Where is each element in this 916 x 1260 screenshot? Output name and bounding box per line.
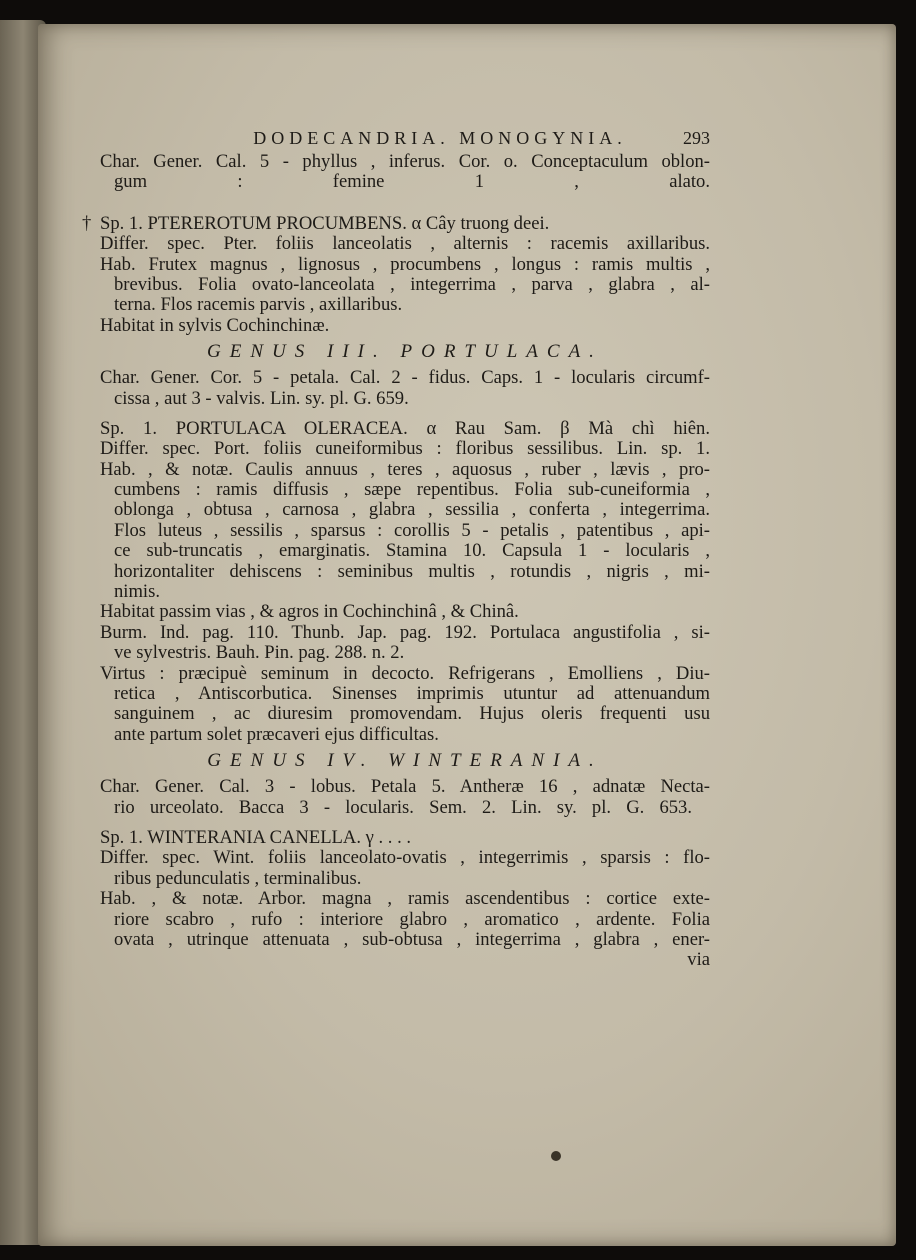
text-line [100,439,710,459]
line-text: cissa , aut 3 - valvis. Lin. sy. pl. G. 659. [114,387,409,409]
line-text: Flos luteus , sessilis , sparsus : corollis 5 - petalis , patentibus , api- [114,519,710,541]
text-line [100,869,710,889]
line-text: Char. Gener. Cor. 5 - petala. Cal. 2 - fidus. Caps. 1 - locularis circumf- [100,367,710,389]
running-header [100,128,710,152]
text-line [100,725,710,745]
line-text: Char. Gener. Cal. 3 - lobus. Petala 5. Antheræ 16 , adnatæ Necta- [100,776,710,798]
line-text: ante partum solet præcaveri ejus difficultas. [114,723,439,745]
ink-spot [551,1151,561,1161]
line-text: brevibus. Folia ovato-lanceolata , integerrima , parva , glabra , al- [114,273,710,295]
catchword [100,950,710,970]
text-line [100,541,710,561]
text-line [100,664,710,684]
text-line [100,930,710,950]
line-text: horizontaliter dehiscens : seminibus multis , rotundis , nigris , mi- [114,560,710,582]
line-text: Habitat passim vias , & agros in Cochinchinâ , & Chinâ. [100,601,519,623]
text-line [100,777,710,797]
line-text: cumbens : ramis diffusis , sæpe repentibus. Folia sub-cuneiformia , [114,479,710,501]
text-line [82,212,710,234]
dagger-mark: † [82,212,92,234]
text-line [100,521,710,541]
line-text: Sp. 1. PTEREROTUM PROCUMBENS. α Cây truong deei. [100,212,550,234]
text-line [100,295,710,315]
line-text: Hab. , & notæ. Caulis annuus , teres , aquosus , ruber , lævis , pro- [100,458,710,480]
text-line [100,275,710,295]
line-text: Virtus : præcipuè seminum in decocto. Refrigerans , Emolliens , Diu- [100,662,710,684]
text-line [100,172,710,192]
text-line [100,255,710,275]
line-text: rio urceolato. Bacca 3 - locularis. Sem. 2. Lin. sy. pl. G. 653. [114,796,692,818]
header-title: DODECANDRIA. MONOGYNIA. [253,128,627,148]
text-line [100,480,710,500]
text-line [100,828,710,848]
line-text: ce sub-truncatis , emarginatis. Stamina 10. Capsula 1 - locularis , [114,540,710,562]
text-line [100,684,710,704]
line-text: retica , Antiscorbutica. Sinenses imprimis utuntur ad attenuandum [114,682,710,704]
line-text: ovata , utrinque attenuata , sub-obtusa , integerrima , glabra , ener- [114,928,710,950]
line-text: Sp. 1. WINTERANIA CANELLA. γ . . . . [100,826,412,848]
text-line [100,848,710,868]
text-line [100,562,710,582]
line-text: Differ. spec. Pter. foliis lanceolatis , alternis : racemis axillaribus. [100,233,710,255]
text-line [100,602,710,622]
text-line [100,419,710,439]
line-text: ve sylvestris. Bauh. Pin. pag. 288. n. 2. [114,642,405,664]
text-line [100,368,710,388]
text-line [100,910,710,930]
line-text: terna. Flos racemis parvis , axillaribus. [114,294,403,316]
page-text [82,128,710,971]
text-line [100,704,710,724]
line-text: Differ. spec. Wint. foliis lanceolato-ovatis , integerrimis , sparsis : flo- [100,847,710,869]
text-line [100,623,710,643]
line-text: Hab. , & notæ. Arbor. magna , ramis ascendentibus : cortice exte- [100,888,710,910]
line-text: via [687,949,710,971]
text-line [100,316,710,336]
line-text: gum : femine 1 , alato. [114,171,710,193]
line-text: oblonga , obtusa , carnosa , glabra , sessilia , conferta , integerrima. [114,499,710,521]
blank-line [100,193,710,214]
body-text [82,151,710,971]
line-text: ribus pedunculatis , terminalibus. [114,867,362,889]
line-text: GENUS III. PORTULACA. [207,341,603,363]
line-text: Habitat in sylvis Cochinchinæ. [100,314,330,336]
text-line [100,798,710,818]
text-line [100,152,710,172]
line-text: GENUS IV. WINTERANIA. [207,750,603,772]
line-text: Sp. 1. PORTULACA OLERACEA. α Rau Sam. β Mà chì hiên. [100,417,710,439]
text-line [100,582,710,602]
line-text: sanguinem , ac diuresim promovendam. Hujus oleris frequenti usu [114,703,710,725]
line-text: Burm. Ind. pag. 110. Thunb. Jap. pag. 192. Portulaca angustifolia , si- [100,621,710,643]
line-text: nimis. [114,581,160,603]
line-text: Hab. Frutex magnus , lignosus , procumbens , longus : ramis multis , [100,253,710,275]
text-line [100,460,710,480]
text-line [100,234,710,254]
text-line [100,643,710,663]
page-number: 293 [683,128,710,148]
genus-heading [100,336,710,368]
text-line [100,389,710,409]
line-text: riore scabro , rufo : interiore glabro , aromatico , ardente. Folia [114,908,710,930]
text-line [100,500,710,520]
genus-heading [100,745,710,777]
text-line [100,889,710,909]
line-text: Differ. spec. Port. foliis cuneiformibus : floribus sessilibus. Lin. sp. 1. [100,438,710,460]
line-text: Char. Gener. Cal. 5 - phyllus , inferus. Cor. o. Conceptaculum oblon- [100,151,710,172]
